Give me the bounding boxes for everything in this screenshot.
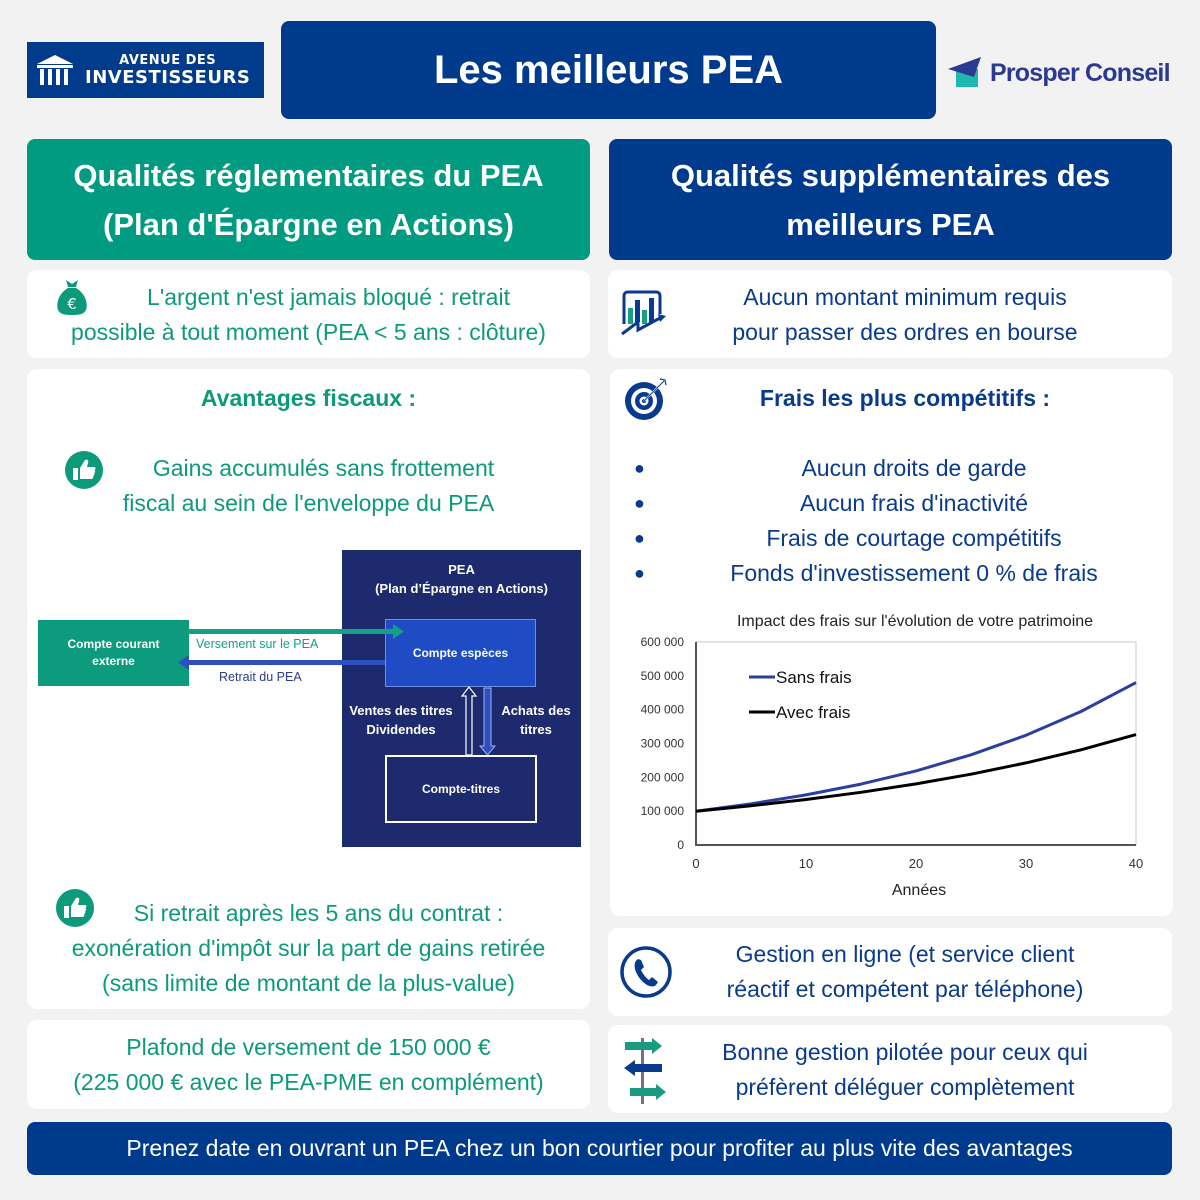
fees-title: Frais les plus compétitifs : (759, 385, 1051, 411)
online-service-line1: Gestion en ligne (et service client (735, 941, 1075, 967)
line-chart (620, 605, 1170, 905)
y-tick-label: 600 000 (640, 635, 684, 649)
y-tick-label: 100 000 (640, 804, 684, 819)
card-ceiling (27, 1020, 590, 1109)
achats-line2: titres (520, 722, 552, 737)
fees-bullet-3: ● Frais de courtage compétitifs (634, 525, 1062, 551)
x-axis-label: Années (891, 882, 947, 899)
fiscal-item2-line2: exonération d'impôt sur la part de gains retirée (71, 935, 546, 961)
x-tick-label: 40 (1128, 856, 1144, 871)
card-online-service (608, 928, 1172, 1016)
graduation-cap-icon (948, 57, 982, 89)
svg-text:€: € (67, 295, 77, 313)
fiscal-item2-line1: Si retrait après les 5 ans du contrat : (133, 900, 504, 926)
ventes-label (346, 701, 456, 739)
series-line (696, 735, 1136, 812)
card-no-minimum (608, 270, 1172, 358)
page-title: Les meilleurs PEA (433, 47, 784, 92)
y-tick-label: 300 000 (640, 736, 684, 751)
footer-cta-text: Prenez date en ouvrant un PEA chez un bon courtier pour profiter au plus vite des avantages (126, 1135, 1073, 1161)
legend-label: Sans frais (776, 668, 852, 687)
page-title-banner (281, 21, 936, 119)
compte-courant-line1: Compte courant (67, 637, 160, 651)
achats-line1: Achats des (501, 703, 571, 718)
y-tick-label: 200 000 (640, 770, 684, 785)
fees-bullet-2: ● Aucun frais d'inactivité (634, 490, 1029, 516)
x-tick-label: 10 (798, 856, 814, 871)
ceiling-line1: Plafond de versement de 150 000 € (126, 1034, 491, 1060)
fees-impact-chart (620, 605, 1170, 905)
y-tick-label: 500 000 (640, 668, 684, 683)
fees-list (610, 451, 1173, 591)
footer-cta-banner (27, 1122, 1172, 1175)
x-tick-label: 0 (692, 856, 700, 871)
fiscal-item1-line1: Gains accumulés sans frottement (152, 455, 495, 481)
retrait-label: Retrait du PEA (219, 670, 302, 684)
pea-title-line2: (Plan d’Épargne en Actions) (375, 581, 548, 596)
logo-line2: INVESTISSEURS (85, 66, 251, 88)
right-column-heading: Qualités supplémentaires des meilleurs PEA (609, 139, 1172, 260)
temple-icon (35, 53, 75, 87)
ceiling-line2: (225 000 € avec le PEA-PME en complément) (73, 1069, 544, 1095)
y-tick-label: 0 (677, 838, 684, 852)
ventes-line2: Dividendes (366, 722, 436, 737)
fees-bullet-text: Aucun droits de garde (801, 455, 1027, 481)
online-service-line2: réactif et compétent par téléphone) (726, 976, 1084, 1002)
y-tick-label: 400 000 (640, 702, 684, 717)
compte-titres-box: Compte-titres (385, 755, 537, 823)
no-minimum-line1: Aucun montant minimum requis (743, 284, 1067, 310)
fiscal-item2-line3: (sans limite de montant de la plus-value) (102, 970, 515, 996)
fiscal-item1-line2: fiscal au sein de l'enveloppe du PEA (122, 490, 495, 516)
series-line (696, 683, 1136, 812)
fees-bullet-text: Fonds d'investissement 0 % de frais (730, 560, 1098, 586)
fees-bullet-text: Aucun frais d'inactivité (799, 490, 1029, 516)
ventes-line1: Ventes des titres (349, 703, 453, 718)
prosper-conseil-name: Prosper Conseil (990, 58, 1170, 87)
withdrawal-line1: L'argent n'est jamais bloqué : retrait (147, 284, 510, 310)
compte-courant-line2: externe (92, 654, 135, 668)
card-withdrawal (27, 270, 590, 358)
legend-label: Avec frais (776, 703, 851, 722)
x-tick-label: 20 (908, 856, 924, 871)
left-column-heading: Qualités réglementaires du PEA (Plan d'Épargne en Actions) (27, 139, 590, 260)
pea-title-line1: PEA (448, 562, 475, 577)
managed-line1: Bonne gestion pilotée pour ceux qui (722, 1039, 1088, 1065)
target-icon (624, 377, 668, 421)
diagram-arrows (38, 550, 581, 847)
card-managed-portfolio (608, 1025, 1172, 1113)
chart-title: Impact des frais sur l'évolution de votre patrimoine (736, 613, 1094, 630)
pea-flow-diagram (38, 550, 581, 847)
logo-avenue-des-investisseurs (27, 42, 264, 98)
fees-bullet-4: ● Fonds d'investissement 0 % de frais (634, 560, 1098, 586)
logo-line1: AVENUE DES (119, 52, 217, 68)
no-minimum-line2: pour passer des ordres en bourse (732, 319, 1078, 345)
fiscal-title: Avantages fiscaux : (200, 385, 417, 411)
compte-especes-box: Compte espèces (385, 619, 536, 687)
x-tick-label: 30 (1018, 856, 1034, 871)
managed-line2: préfèrent déléguer complètement (735, 1074, 1075, 1100)
fees-bullet-text: Frais de courtage compétitifs (766, 525, 1062, 551)
achats-label (496, 701, 576, 739)
fees-bullet-1: ● Aucun droits de garde (634, 455, 1027, 481)
withdrawal-line2: possible à tout moment (PEA < 5 ans : clôture) (71, 319, 546, 345)
versement-label: Versement sur le PEA (196, 637, 319, 651)
logo-prosper-conseil (948, 53, 1170, 93)
